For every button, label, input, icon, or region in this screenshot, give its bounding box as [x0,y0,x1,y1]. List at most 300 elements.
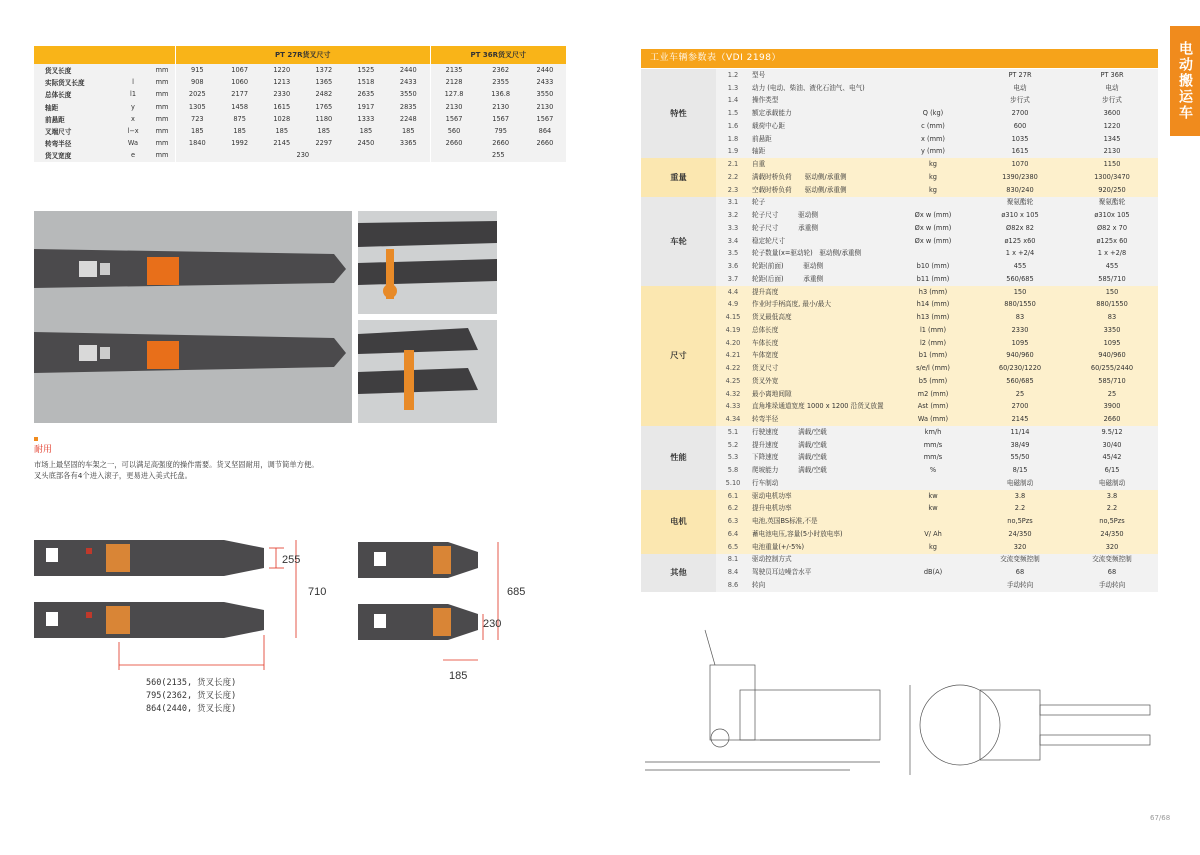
spec-row [641,69,1158,82]
spec-row [641,286,1158,299]
spec-unit: s/e/l (mm) [892,362,974,375]
spec-value-pt36r: no,5Pzs [1066,515,1158,528]
fork-cell-pt27r: 875 [233,114,246,123]
spec-value-pt36r: 电动 [1066,82,1158,95]
spec-code: 4.15 [716,311,750,324]
fork-cell-pt27r: 1615 [273,102,291,111]
fork-top-diagram-right [358,530,538,680]
spec-value-pt27r: 电动 [974,82,1066,95]
spec-unit: mm/s [892,439,974,452]
fork-cell-pt36r: 2660 [430,137,477,149]
spec-row [641,171,1158,184]
pt36r-fork-title: PT 36R货叉尺寸 [430,46,566,64]
spec-unit: l1 (mm) [892,324,974,337]
fork-cell-pt36r: 2660 [492,139,510,148]
fork-cell-pt27r: 908 [176,76,219,88]
fork-cell-pt27r: 185 [233,127,246,136]
fork-row-symbol: Wa [127,139,139,148]
fork-row-symbol: l1 [129,90,137,99]
spec-item: 稳定轮尺寸 [750,235,892,248]
fork-table-row [34,125,566,137]
fork-table-corner [34,46,176,64]
spec-code: 6.1 [716,490,750,503]
fork-cell-pt36r: 864 [538,127,552,136]
spec-item: 前悬距 [750,133,892,146]
fork-photo [34,211,352,423]
spec-row [641,260,1158,273]
spec-value-pt36r: 940/960 [1066,350,1158,363]
spec-code: 1.9 [716,146,750,159]
fork-cell-pt27r: 2482 [315,90,333,99]
spec-value-pt36r: 585/710 [1066,375,1158,388]
dim-185: 185 [449,670,468,682]
spec-value-pt36r: 68 [1066,566,1158,579]
spec-value-pt36r: PT 36R [1066,69,1158,82]
spec-value-pt27r: 交流变频控制 [974,554,1066,567]
spec-value-pt36r: 45/42 [1066,452,1158,465]
spec-item: 蓄电池电压,容量(5小时放电率) [750,528,892,541]
fork-cell-pt36r: 2433 [536,78,554,87]
fork-cell-pt27r: 3365 [399,139,417,148]
spec-value-pt36r: ø125x 60 [1066,235,1158,248]
spec-item: 驱动电机功率 [750,490,892,503]
spec-unit: c (mm) [892,120,974,133]
spec-unit [892,197,974,210]
spec-unit: y (mm) [892,146,974,159]
spec-row [641,464,1158,477]
spec-value-pt27r: ø310 x 105 [974,209,1066,222]
fork-cell-pt36r: 1567 [536,114,554,123]
spec-code: 4.25 [716,375,750,388]
spec-code: 4.21 [716,350,750,363]
spec-row [641,401,1158,414]
spec-code: 4.33 [716,401,750,414]
spec-value-pt36r: 2.2 [1066,503,1158,516]
spec-unit: kg [892,158,974,171]
spec-value-pt27r: 2145 [974,413,1066,426]
fork-cell-pt36r: 3550 [536,90,554,99]
spec-row [641,311,1158,324]
spec-row [641,439,1158,452]
fork-photo-drawing [34,211,352,423]
spec-value-pt27r: 1095 [974,337,1066,350]
spec-code: 1.8 [716,133,750,146]
spec-item: 满载时桥负荷 驱动侧/承重侧 [750,171,892,184]
spec-row [641,566,1158,579]
fork-cell-pt36r: 2130 [430,101,477,113]
spec-value-pt36r: 25 [1066,388,1158,401]
fork-cell-pt27r: 1213 [273,78,291,87]
dim-710: 710 [308,586,327,598]
fork-row-unit: mm [155,78,169,87]
spec-code: 4.22 [716,362,750,375]
spec-category: 特性 [641,69,716,158]
spec-code: 4.4 [716,286,750,299]
fork-table-row [34,137,566,149]
fork-table-row [34,64,566,76]
spec-unit: m2 (mm) [892,388,974,401]
spec-unit: mm/s [892,452,974,465]
spec-unit [892,515,974,528]
spec-item: 最小离地间隙 [750,388,892,401]
fork-row-label: 货叉长度 [45,67,72,76]
spec-value-pt27r: 聚氨酯轮 [974,197,1066,210]
fork-cell-pt27r: 2177 [231,90,249,99]
spec-value-pt36r: 聚氨酯轮 [1066,197,1158,210]
roller-drawing-bottom [358,320,497,423]
fork-cell-pt27r: 2440 [399,66,417,75]
spec-unit: h13 (mm) [892,311,974,324]
spec-unit: Q (kg) [892,107,974,120]
feature-text-line2: 叉头底部各有4个进入滚子，更易进入美式托盘。 [34,471,192,480]
spec-unit: b10 (mm) [892,260,974,273]
fork-cell-pt27r: 185 [317,127,331,136]
side-category-tab: 电动搬运车 [1170,26,1200,136]
spec-row [641,197,1158,210]
spec-value-pt36r: 3600 [1066,107,1158,120]
fork-cell-pt27r: 1518 [357,78,375,87]
fork-cell-pt36r: 2130 [492,102,510,111]
page-number: 67/68 [1150,814,1171,822]
spec-unit [892,477,974,490]
spec-row [641,477,1158,490]
fork-cell-pt27r: 2433 [399,78,417,87]
spec-unit: Wa (mm) [892,413,974,426]
spec-value-pt27r: 电磁制动 [974,477,1066,490]
fork-cell-pt27r: 1060 [231,78,249,87]
spec-item: 轮子尺寸 承重侧 [750,222,892,235]
spec-unit: h3 (mm) [892,286,974,299]
spec-unit: Ast (mm) [892,401,974,414]
spec-row [641,146,1158,159]
spec-code: 3.3 [716,222,750,235]
fork-cell-pt27r: 1525 [357,66,375,75]
spec-unit: % [892,464,974,477]
fork-cell-pt27r: 1305 [176,101,219,113]
spec-item: 轮子尺寸 驱动侧 [750,209,892,222]
fork-cell-pt27r: 1765 [315,102,333,111]
roller-drawing-top [358,211,497,314]
spec-item: 爬坡能力 满载/空载 [750,464,892,477]
spec-code: 3.1 [716,197,750,210]
spec-code: 5.8 [716,464,750,477]
top-view-drawing [905,680,1165,780]
spec-item: 动力 (电动、柴油、液化石油气、电气) [750,82,892,95]
spec-code: 2.1 [716,158,750,171]
fork-row-label: 前悬距 [45,115,65,124]
spec-item: 额定承载能力 [750,107,892,120]
spec-value-pt27r: 940/960 [974,350,1066,363]
spec-value-pt27r: 2700 [974,401,1066,414]
spec-row [641,413,1158,426]
fork-cell-pt27r: 2145 [273,139,291,148]
spec-value-pt27r: 60/230/1220 [974,362,1066,375]
spec-code: 3.5 [716,248,750,261]
spec-unit [892,69,974,82]
spec-unit: b1 (mm) [892,350,974,363]
fork-cell-pt36r: 1567 [430,113,477,125]
spec-code: 4.19 [716,324,750,337]
fork-cell-pt27r: 185 [401,127,415,136]
spec-item: 轮距(后面) 承重侧 [750,273,892,286]
spec-row [641,554,1158,567]
spec-value-pt36r: 320 [1066,541,1158,554]
fork-cell-pt36r: 2128 [430,76,477,88]
spec-row [641,209,1158,222]
spec-value-pt36r: 步行式 [1066,95,1158,108]
spec-row [641,299,1158,312]
spec-code: 2.2 [716,171,750,184]
fork-cell-pt27r: 3550 [399,90,417,99]
spec-value-pt27r: 600 [974,120,1066,133]
spec-value-pt27r: 1035 [974,133,1066,146]
spec-value-pt36r: 2130 [1066,146,1158,159]
spec-unit: l2 (mm) [892,337,974,350]
spec-unit: kw [892,503,974,516]
fork-cell-pt36r: 795 [494,127,507,136]
spec-code: 3.7 [716,273,750,286]
spec-value-pt36r: 150 [1066,286,1158,299]
side-view-drawing [640,620,890,780]
fork-cell-pt27r: 2248 [399,114,417,123]
feature-accent-bar [34,437,38,441]
spec-value-pt27r: Ø82x 82 [974,222,1066,235]
spec-item: 电池重量(+/-5%) [750,541,892,554]
feature-text-line1: 市场上最坚固的车架之一，可以满足高强度的操作需要。货叉坚固耐用，调节简单方便。 [34,460,319,469]
spec-item: 行驶速度 满载/空载 [750,426,892,439]
spec-value-pt36r: 1150 [1066,158,1158,171]
fork-cell-pt27r: 2635 [357,90,375,99]
spec-item: 转向 [750,579,892,592]
fork-cell-pt27r: 1992 [231,139,249,148]
spec-value-pt27r: 手动转向 [974,579,1066,592]
fork-cell-pt27r: 1333 [357,114,375,123]
spec-row [641,273,1158,286]
spec-item: 作业时手柄高度, 最小/最大 [750,299,892,312]
feature-block [34,437,319,481]
spec-code: 5.2 [716,439,750,452]
spec-value-pt27r: 880/1550 [974,299,1066,312]
fork-table-row [34,113,566,125]
fork-cell-pt36r: 1567 [492,114,510,123]
spec-value-pt27r: 320 [974,541,1066,554]
spec-item: 轴距 [750,146,892,159]
fork-row-unit: mm [155,139,169,148]
fork-row-symbol: y [131,102,135,111]
spec-item: 载荷中心距 [750,120,892,133]
fork-cell-pt27r: 1028 [273,114,291,123]
spec-item: 自重 [750,158,892,171]
spec-item: 型号 [750,69,892,82]
spec-row [641,503,1158,516]
spec-value-pt36r: 2660 [1066,413,1158,426]
spec-value-pt36r: 880/1550 [1066,299,1158,312]
spec-value-pt27r: 8/15 [974,464,1066,477]
spec-item: 转弯半径 [750,413,892,426]
spec-code: 6.4 [716,528,750,541]
spec-unit: Øx w (mm) [892,235,974,248]
fork-table-row [34,101,566,113]
spec-value-pt36r: 920/250 [1066,184,1158,197]
fork-cell-pt36r: 2660 [536,139,554,148]
spec-value-pt27r: ø125 x60 [974,235,1066,248]
spec-code: 8.4 [716,566,750,579]
fork-cell-pt27r: 915 [176,64,219,76]
spec-unit: dB(A) [892,566,974,579]
spec-value-pt36r: 1 x +2/8 [1066,248,1158,261]
fork-cell-pt36r: 2362 [492,66,510,75]
spec-code: 1.4 [716,95,750,108]
spec-code: 6.2 [716,503,750,516]
spec-row [641,579,1158,592]
fork-row-symbol: l−x [127,127,139,136]
spec-value-pt36r: 83 [1066,311,1158,324]
spec-category: 电机 [641,490,716,554]
spec-category: 尺寸 [641,286,716,426]
spec-unit [892,579,974,592]
spec-unit: V/ Ah [892,528,974,541]
fork-cell-pt27r: 2450 [357,139,375,148]
fork-cell-pt27r: 185 [176,125,219,137]
spec-item: 车体长度 [750,337,892,350]
fork-cell-pt27r: 1840 [176,137,219,149]
spec-unit [892,554,974,567]
fork-cell-pt27r: 2835 [399,102,417,111]
spec-unit: b5 (mm) [892,375,974,388]
spec-row [641,133,1158,146]
spec-unit: x (mm) [892,133,974,146]
spec-row [641,388,1158,401]
fork-cell-pt27r: 1067 [231,66,249,75]
fork-table-row [34,88,566,100]
fork-row-symbol: l [132,78,134,87]
fork-cell-pt36r: 136.8 [491,90,511,99]
fork-cell-pt27r: 185 [359,127,373,136]
spec-value-pt36r: 交流变频控制 [1066,554,1158,567]
spec-unit: Øx w (mm) [892,222,974,235]
fork-row-label: 总体长度 [45,91,72,100]
spec-value-pt27r: 1070 [974,158,1066,171]
spec-item: 驾驶员耳边噪音水平 [750,566,892,579]
spec-code: 5.3 [716,452,750,465]
fork-row-unit: mm [155,66,169,75]
spec-item: 轮距(前面) 驱动侧 [750,260,892,273]
spec-code: 4.32 [716,388,750,401]
spec-item: 行车制动 [750,477,892,490]
spec-unit [892,82,974,95]
fork-length-note-2: 795(2362, 货叉长度) [146,691,237,701]
spec-unit: h14 (mm) [892,299,974,312]
spec-code: 3.6 [716,260,750,273]
spec-code: 5.10 [716,477,750,490]
spec-value-pt27r: 830/240 [974,184,1066,197]
spec-value-pt36r: 3350 [1066,324,1158,337]
spec-value-pt27r: 11/14 [974,426,1066,439]
spec-row [641,337,1158,350]
roller-photo-top [358,211,497,314]
spec-value-pt27r: PT 27R [974,69,1066,82]
spec-item: 直角堆垛通道宽度 1000 x 1200 沿货叉放置 [750,401,892,414]
pt27r-fork-title: PT 27R货叉尺寸 [176,46,431,64]
fork-row-unit: mm [155,114,169,123]
spec-row [641,158,1158,171]
spec-value-pt36r: 60/255/2440 [1066,362,1158,375]
spec-item: 货叉外宽 [750,375,892,388]
fork-row-unit: mm [155,127,169,136]
spec-row [641,490,1158,503]
spec-value-pt36r: 1345 [1066,133,1158,146]
spec-row [641,184,1158,197]
spec-value-pt27r: 3.8 [974,490,1066,503]
fork-cell-pt36r: 255 [430,149,566,161]
fork-row-label: 实际货叉长度 [45,79,85,88]
fork-cell-pt27r: 2330 [273,90,291,99]
spec-code: 2.3 [716,184,750,197]
spec-item: 轮子数量(x=驱动轮) 驱动侧/承重侧 [750,248,892,261]
dim-230: 230 [483,618,502,630]
spec-code: 6.3 [716,515,750,528]
fork-cell-pt36r: 2130 [536,102,554,111]
spec-row [641,324,1158,337]
spec-row [641,120,1158,133]
spec-value-pt36r: 585/710 [1066,273,1158,286]
spec-item: 提升电机功率 [750,503,892,516]
spec-value-pt27r: 38/49 [974,439,1066,452]
spec-unit [892,95,974,108]
spec-category: 其他 [641,554,716,592]
spec-value-pt27r: 步行式 [974,95,1066,108]
spec-row [641,222,1158,235]
spec-code: 1.3 [716,82,750,95]
fork-cell-pt36r: 560 [430,125,477,137]
spec-item: 操作类型 [750,95,892,108]
spec-value-pt36r: Ø82 x 70 [1066,222,1158,235]
spec-row [641,248,1158,261]
spec-value-pt27r: 2330 [974,324,1066,337]
spec-row [641,95,1158,108]
fork-cell-pt27r: 1458 [231,102,249,111]
dim-685: 685 [507,586,526,598]
spec-code: 8.1 [716,554,750,567]
spec-code: 4.34 [716,413,750,426]
roller-photo-bottom [358,320,497,423]
spec-unit: kg [892,184,974,197]
fork-cell-pt27r: 1372 [315,66,333,75]
spec-value-pt36r: 24/350 [1066,528,1158,541]
fork-row-symbol [117,64,149,76]
spec-item: 下降速度 满载/空载 [750,452,892,465]
spec-value-pt27r: 55/50 [974,452,1066,465]
fork-row-label: 叉端尺寸 [45,128,72,137]
dim-255: 255 [282,554,301,566]
spec-unit: Øx w (mm) [892,209,974,222]
spec-unit: km/h [892,426,974,439]
fork-length-notes [146,677,236,716]
feature-title: 耐用 [34,445,53,455]
spec-value-pt36r: 电磁制动 [1066,477,1158,490]
spec-table [641,69,1158,592]
fork-cell-pt27r: 185 [275,127,289,136]
spec-value-pt36r: 3900 [1066,401,1158,414]
fork-cell-pt36r: 2440 [536,66,554,75]
spec-table-title: 工业车辆参数表（VDI 2198） [641,49,1158,68]
fork-length-note-3: 864(2440, 货叉长度) [146,704,237,714]
fork-cell-pt27r: 230 [176,149,431,161]
spec-value-pt36r: 6/15 [1066,464,1158,477]
fork-cell-pt27r: 2025 [176,88,219,100]
spec-item: 电池,英国BS标准,不是 [750,515,892,528]
spec-value-pt27r: 150 [974,286,1066,299]
